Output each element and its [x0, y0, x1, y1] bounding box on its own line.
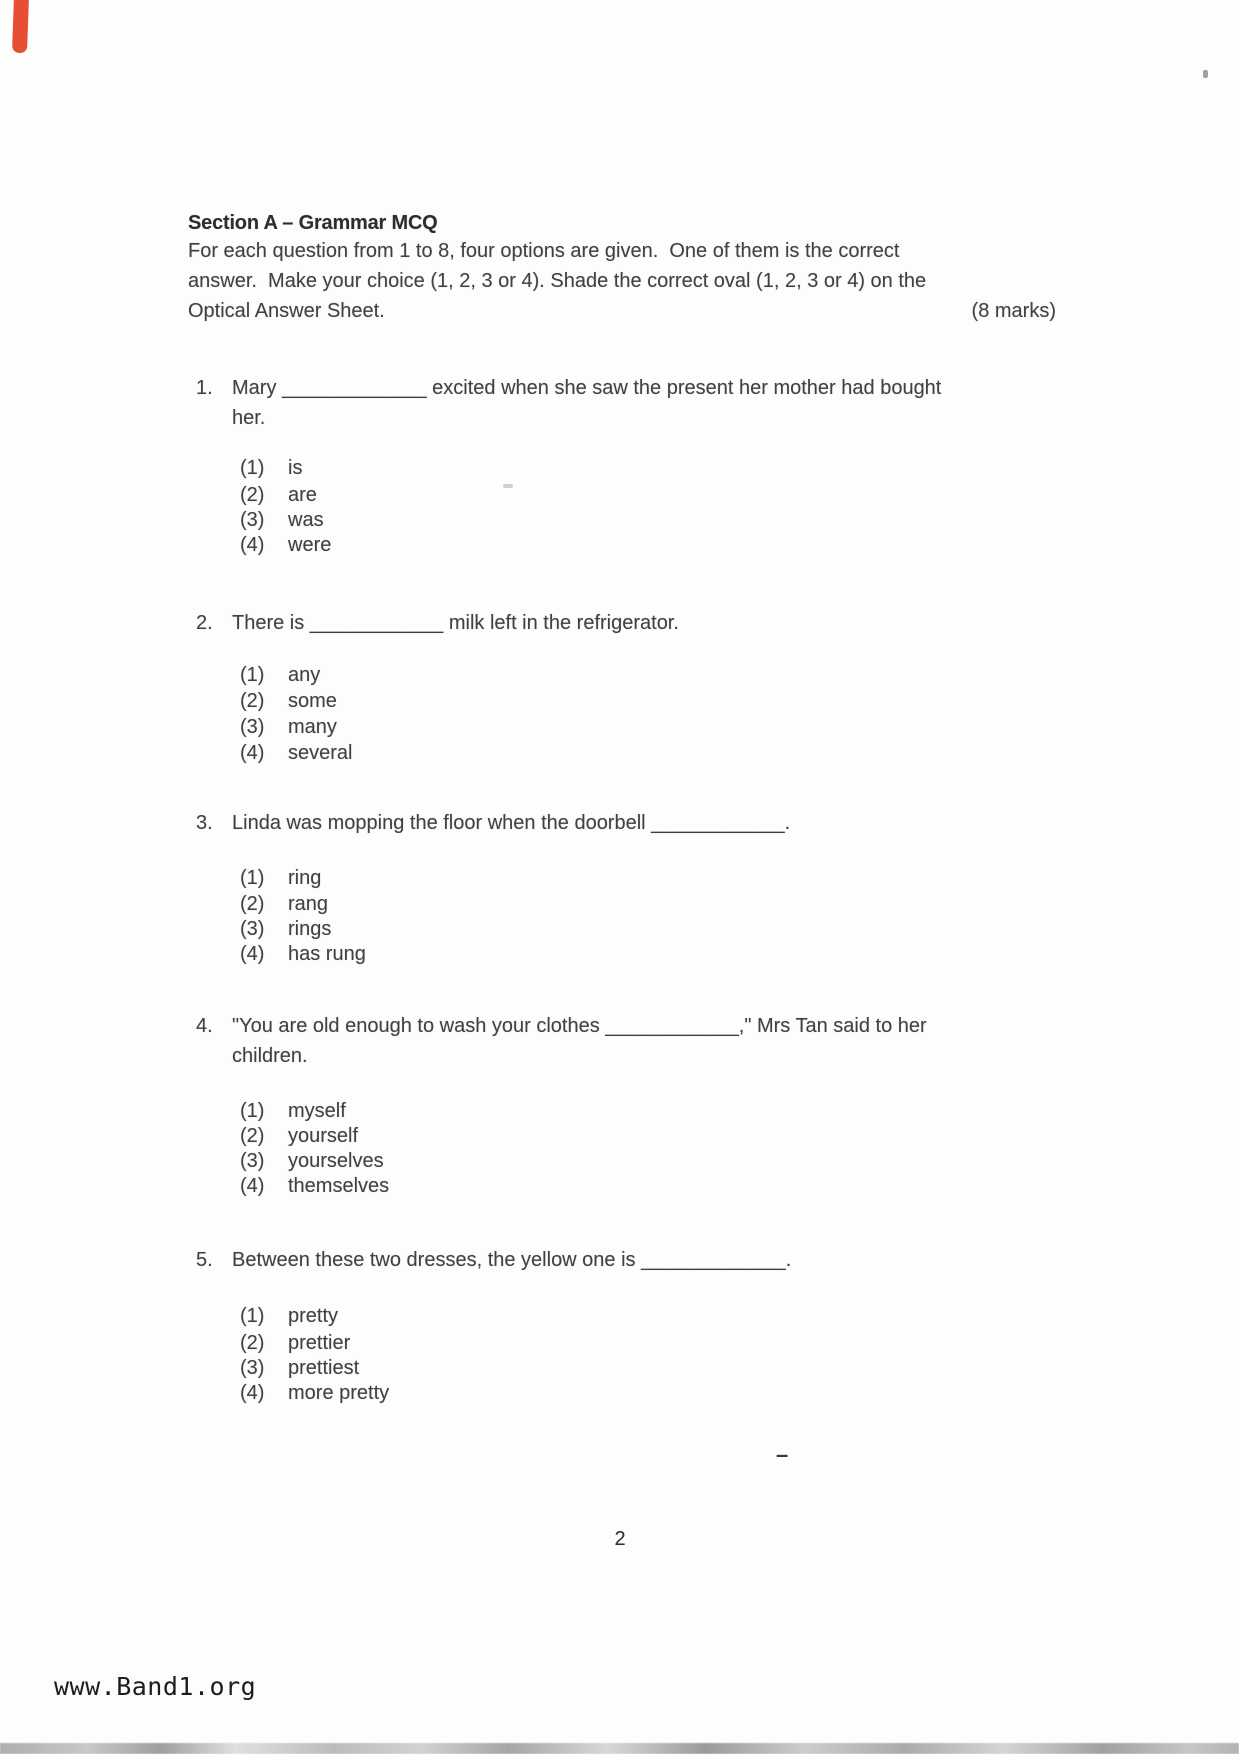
question-4-option-2	[240, 1124, 1108, 1148]
question-3-option-4	[240, 942, 1108, 966]
option-text: several	[288, 742, 353, 764]
instructions-line-3	[188, 299, 1056, 323]
scan-edge-band	[0, 1743, 1239, 1754]
question-text: children.	[232, 1045, 308, 1067]
question-4-option-4	[240, 1174, 1108, 1198]
option-text: has rung	[288, 943, 366, 965]
option-text: yourself	[288, 1125, 359, 1147]
option-number: (1)	[240, 867, 265, 889]
watermark-url: www.Band1.org	[54, 1672, 257, 1701]
question-text: Between these two dresses, the yellow one is _____________.	[232, 1249, 792, 1271]
question-2-option-3	[240, 715, 1108, 739]
option-text: prettier	[288, 1332, 351, 1354]
question-5-option-3	[240, 1356, 1108, 1380]
question-4	[196, 1014, 1064, 1038]
question-4-option-1	[240, 1099, 1108, 1123]
option-number: (1)	[240, 457, 265, 479]
option-number: (1)	[240, 1305, 265, 1327]
question-5-option-2	[240, 1331, 1108, 1355]
option-number: (4)	[240, 1175, 265, 1197]
option-text: any	[288, 664, 321, 686]
question-1-option-3	[240, 508, 1108, 532]
question-number: 5.	[196, 1249, 213, 1271]
option-text: prettiest	[288, 1357, 360, 1379]
question-number: 4.	[196, 1015, 213, 1037]
question-2-option-4	[240, 741, 1108, 765]
marks-label: (8 marks)	[971, 300, 1056, 322]
question-2-option-2	[240, 689, 1108, 713]
page-number: 2	[614, 1528, 626, 1550]
instructions-line-3-text: Optical Answer Sheet.	[188, 300, 385, 322]
option-number: (4)	[240, 1382, 265, 1404]
option-number: (2)	[240, 1332, 265, 1354]
question-text: her.	[232, 407, 266, 429]
question-3-option-3	[240, 917, 1108, 941]
option-number: (3)	[240, 1357, 265, 1379]
option-number: (2)	[240, 893, 265, 915]
option-number: (1)	[240, 1100, 265, 1122]
option-text: were	[288, 534, 332, 556]
option-number: (4)	[240, 742, 265, 764]
option-number: (4)	[240, 534, 265, 556]
question-4-cont	[196, 1044, 1064, 1068]
question-1-option-1	[240, 456, 1108, 480]
option-number: (3)	[240, 716, 265, 738]
option-number: (3)	[240, 1150, 265, 1172]
question-3-option-1	[240, 866, 1108, 890]
question-5	[196, 1248, 1064, 1272]
question-number: 3.	[196, 812, 213, 834]
question-1-option-4	[240, 533, 1108, 557]
option-number: (2)	[240, 690, 265, 712]
option-text: yourselves	[288, 1150, 384, 1172]
option-number: (1)	[240, 664, 265, 686]
question-text: There is ____________ milk left in the refrigerator.	[232, 612, 679, 634]
option-text: are	[288, 484, 317, 506]
option-number: (3)	[240, 509, 265, 531]
stray-dash-mark: –	[776, 1442, 789, 1467]
question-2-option-1	[240, 663, 1108, 687]
question-5-option-1	[240, 1304, 1108, 1328]
option-text: themselves	[288, 1175, 390, 1197]
instructions-line-2: answer. Make your choice (1, 2, 3 or 4). Shade the correct oval (1, 2, 3 or 4) on the	[188, 270, 927, 292]
option-text: some	[288, 690, 337, 712]
question-1-option-2	[240, 483, 1108, 507]
option-number: (4)	[240, 943, 265, 965]
question-text: Linda was mopping the floor when the doorbell ____________.	[232, 812, 791, 834]
question-4-option-3	[240, 1149, 1108, 1173]
instructions-line-1: For each question from 1 to 8, four options are given. One of them is the correct	[188, 240, 900, 262]
question-number: 1.	[196, 377, 213, 399]
question-3	[196, 811, 1064, 835]
option-text: rings	[288, 918, 332, 940]
option-number: (2)	[240, 484, 265, 506]
section-title: Section A – Grammar MCQ	[188, 212, 438, 234]
question-1-cont	[196, 406, 1064, 430]
option-text: more pretty	[288, 1382, 390, 1404]
scan-speck	[1203, 70, 1208, 78]
option-text: ring	[288, 867, 322, 889]
question-number: 2.	[196, 612, 213, 634]
option-text: is	[288, 457, 303, 479]
question-5-option-4	[240, 1381, 1108, 1405]
question-text: Mary _____________ excited when she saw the present her mother had bought	[232, 377, 942, 399]
option-text: myself	[288, 1100, 346, 1122]
question-2	[196, 611, 1064, 635]
option-text: many	[288, 716, 337, 738]
option-text: was	[288, 509, 324, 531]
option-number: (2)	[240, 1125, 265, 1147]
option-text: pretty	[288, 1305, 339, 1327]
question-text: "You are old enough to wash your clothes ____________," Mrs Tan said to her	[232, 1015, 927, 1037]
question-1	[196, 376, 1064, 400]
question-3-option-2	[240, 892, 1108, 916]
option-number: (3)	[240, 918, 265, 940]
red-ink-mark	[12, 0, 29, 53]
option-text: rang	[288, 893, 329, 915]
